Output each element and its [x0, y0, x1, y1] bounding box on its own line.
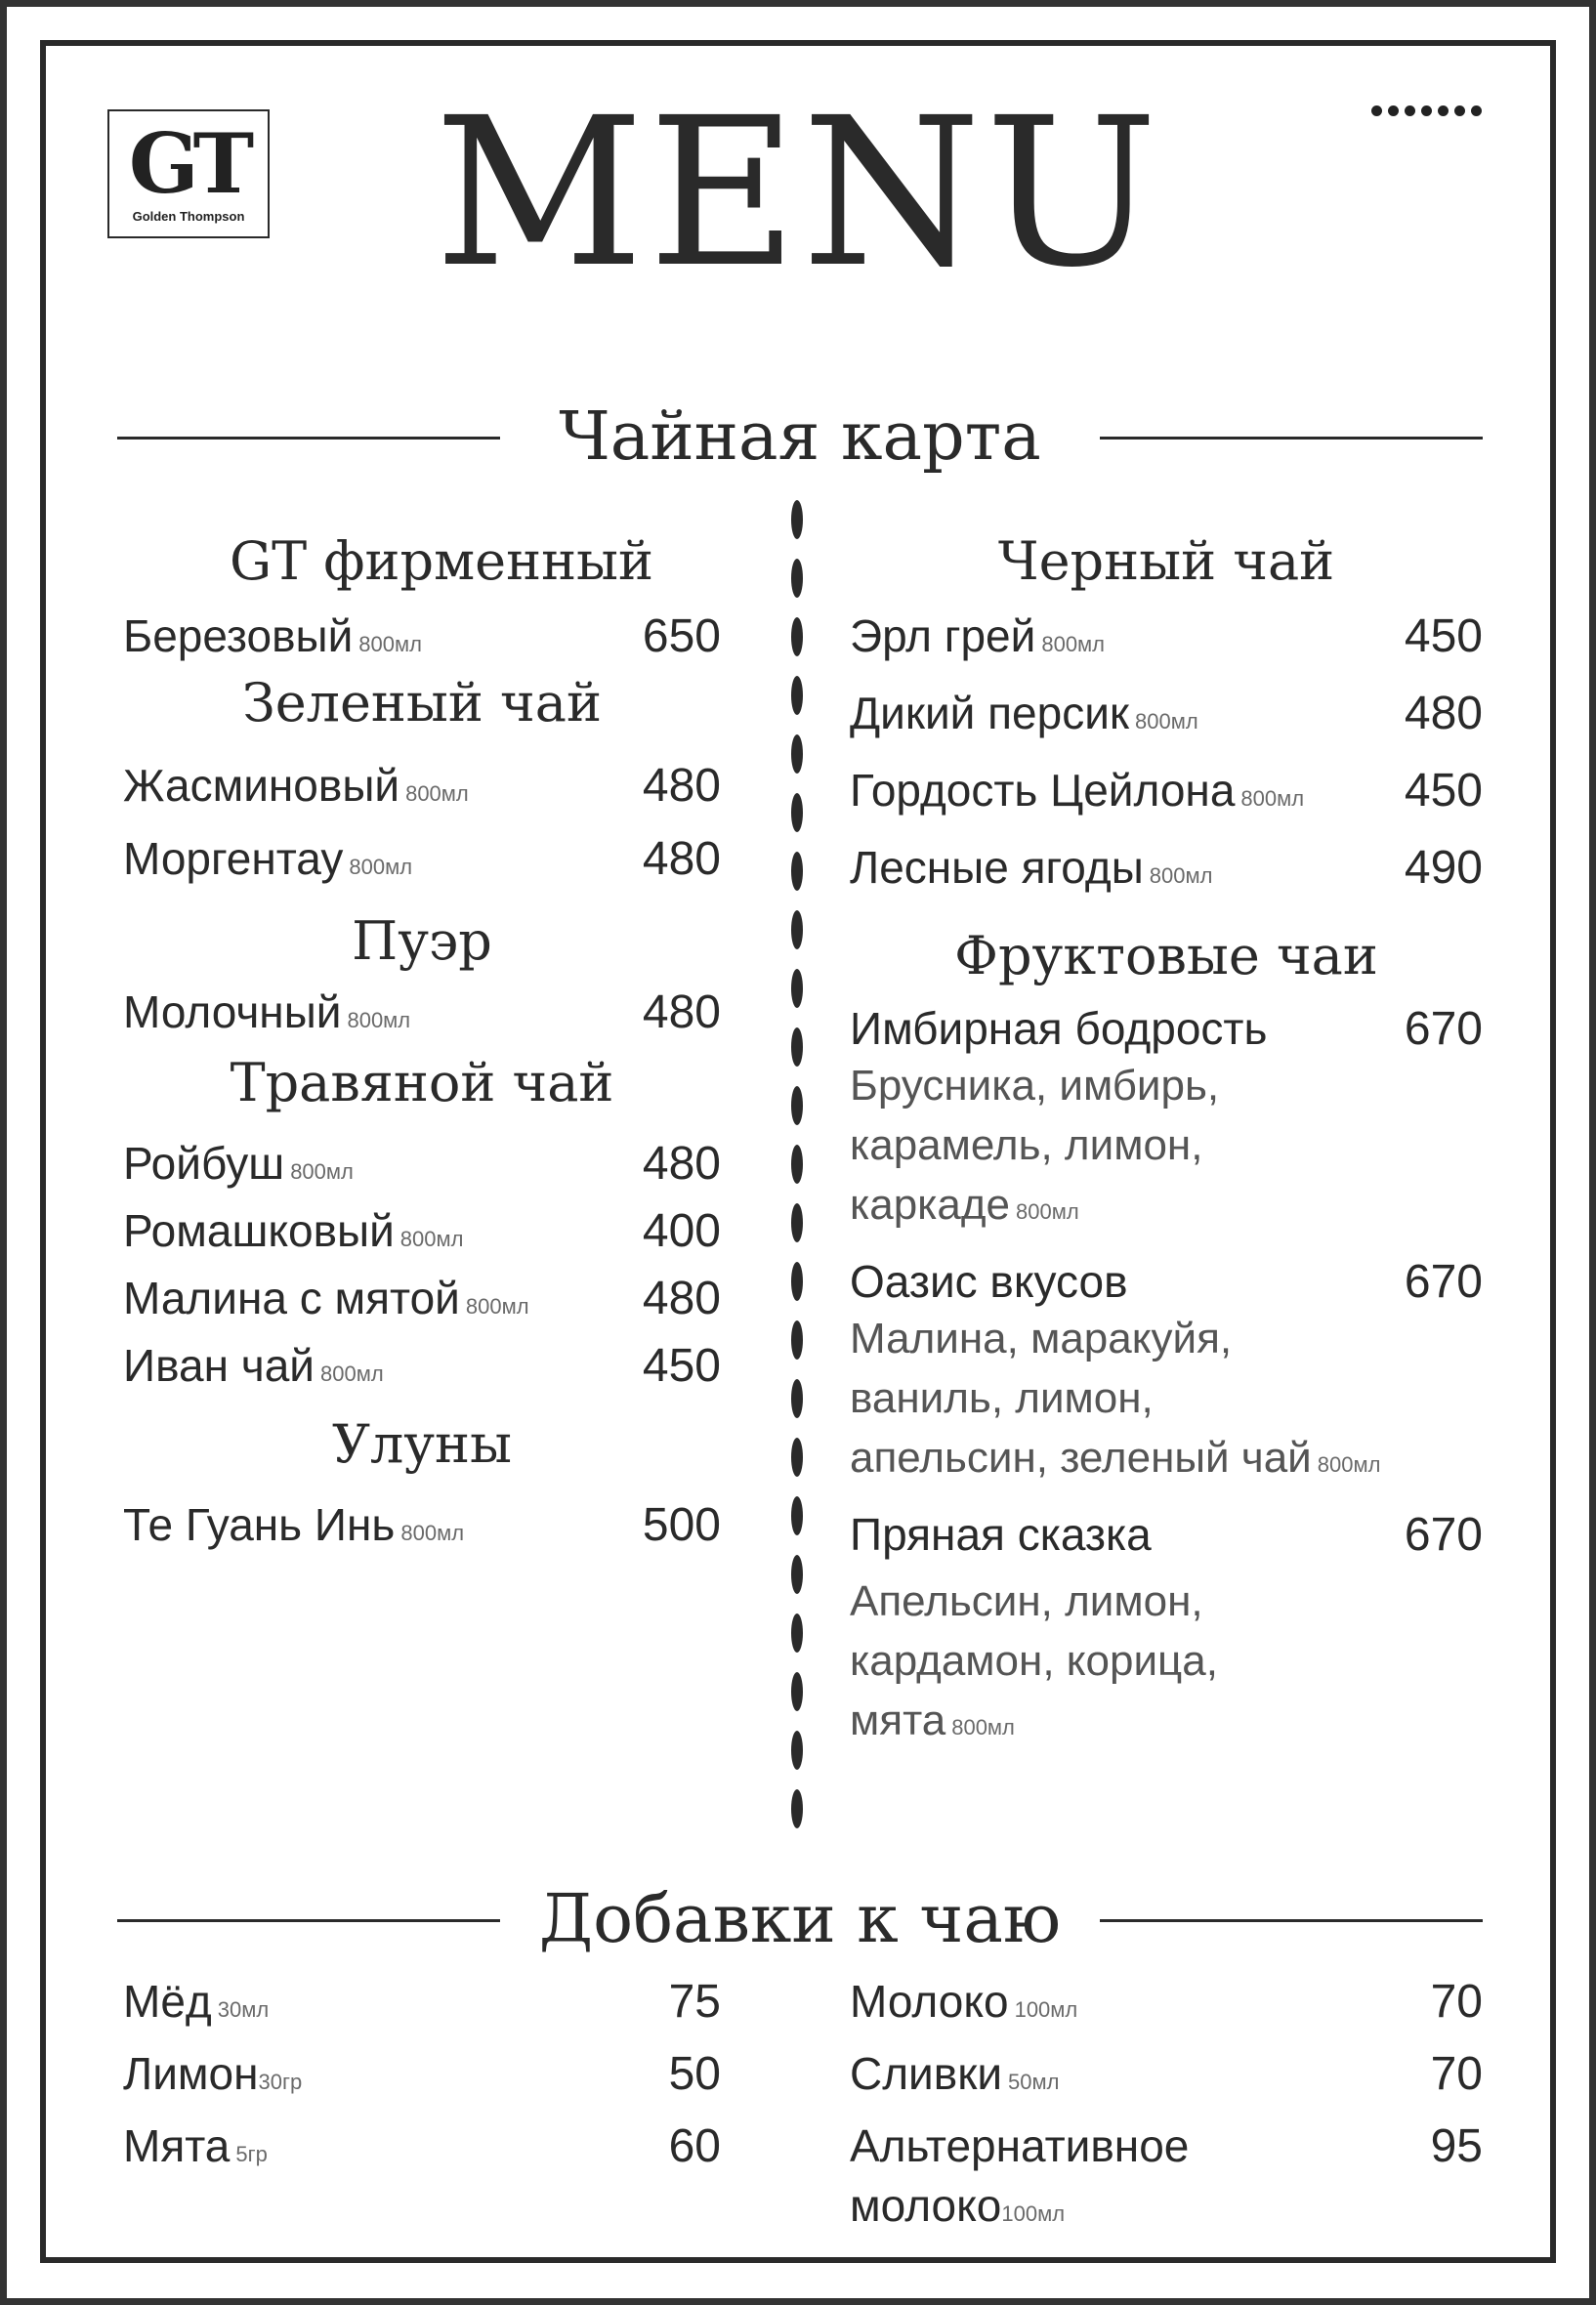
item-volume: 800мл [349, 855, 413, 879]
item-volume: 800мл [1041, 632, 1106, 656]
item-volume: 800мл [405, 781, 469, 806]
item-price: 670 [1404, 1509, 1483, 1561]
item-price: 500 [642, 1499, 721, 1551]
item-name: Гордость Цейлона [850, 765, 1236, 816]
item-price: 480 [1404, 688, 1483, 739]
menu-item [850, 687, 1483, 740]
category-title: Фруктовые чаи [954, 925, 1378, 986]
menu-item [123, 609, 721, 663]
item-volume: 800мл [1317, 1452, 1381, 1477]
menu-item [850, 841, 1483, 895]
item-volume: 100мл [1014, 1997, 1078, 2022]
item-price: 95 [1430, 2120, 1483, 2172]
item-description [850, 1572, 1483, 1757]
item-volume: 800мл [400, 1521, 465, 1545]
item-volume: 30мл [217, 1997, 270, 2022]
item-name: Мята [123, 2120, 231, 2171]
menu-item [850, 1508, 1483, 1562]
item-name: Лесные ягоды [850, 842, 1144, 893]
logo-name: Golden Thompson [132, 209, 245, 224]
item-volume: 800мл [1240, 786, 1305, 811]
item-name: Дикий персик [850, 688, 1130, 738]
category-title: Пуэр [352, 910, 492, 972]
item-volume: 800мл [290, 1159, 354, 1184]
item-name: Молочный [123, 986, 342, 1037]
description-line: Брусника, имбирь, [850, 1062, 1220, 1110]
item-name: Мёд [123, 1976, 212, 2027]
addons-left-column [123, 1975, 721, 2192]
category-title: Черный чай [997, 530, 1335, 592]
menu-item [123, 1137, 721, 1191]
item-price: 70 [1430, 2048, 1483, 2100]
category-title: GT фирменный [229, 530, 654, 592]
item-price: 480 [642, 760, 721, 812]
dots-decoration [1371, 105, 1489, 121]
item-description [850, 1056, 1483, 1241]
item-price: 50 [668, 2048, 721, 2100]
item-price: 75 [668, 1976, 721, 2028]
addon-item [123, 2119, 721, 2192]
header-rule-right [1100, 437, 1483, 440]
description-line: ваниль, лимон, [850, 1374, 1154, 1422]
item-price: 400 [642, 1205, 721, 1257]
item-volume: 50мл [1008, 2070, 1060, 2094]
item-volume: 100мл [1001, 2201, 1066, 2226]
menu-item [123, 1339, 721, 1393]
item-volume: 800мл [320, 1362, 384, 1386]
item-volume: 800мл [465, 1294, 529, 1319]
item-name: Оазис вкусов [850, 1256, 1128, 1307]
item-price: 480 [642, 986, 721, 1038]
item-name: Лимон [123, 2048, 259, 2099]
item-name: Те Гуань Инь [123, 1499, 396, 1550]
menu-item [123, 759, 721, 813]
item-price: 650 [642, 610, 721, 662]
logo [107, 109, 270, 238]
description-line: мята [850, 1697, 946, 1744]
item-price: 450 [642, 1340, 721, 1392]
menu-item [123, 1498, 721, 1552]
description-line: карамель, лимон, [850, 1121, 1203, 1169]
item-price: 490 [1404, 842, 1483, 894]
item-name: Имбирная бодрость [850, 1003, 1268, 1054]
item-name-continued [850, 2173, 1483, 2246]
item-name: Моргентау [123, 833, 344, 884]
item-price: 670 [1404, 1003, 1483, 1055]
menu-title: MENU [434, 73, 1162, 313]
item-price: 450 [1404, 765, 1483, 817]
right-column [850, 529, 1483, 1757]
item-volume: 800мл [1149, 863, 1213, 888]
item-price: 480 [642, 833, 721, 885]
item-price: 70 [1430, 1976, 1483, 2028]
item-name: Альтернативное [850, 2120, 1190, 2171]
item-volume: 30гр [258, 2070, 303, 2094]
item-volume: 5гр [235, 2142, 268, 2166]
item-volume: 800мл [347, 1008, 411, 1032]
item-name: Сливки [850, 2048, 1003, 2099]
menu-item [850, 1002, 1483, 1056]
description-line: кардамон, корица, [850, 1637, 1218, 1685]
menu-item [850, 609, 1483, 663]
item-description [850, 1309, 1483, 1494]
item-name: Жасминовый [123, 760, 400, 811]
column-divider [789, 500, 805, 1828]
item-name: Ромашковый [123, 1205, 395, 1256]
addon-item [850, 2047, 1483, 2119]
menu-item [123, 832, 721, 886]
menu-item [850, 1255, 1483, 1309]
category-title: Травяной чай [230, 1052, 614, 1113]
menu-item [850, 764, 1483, 817]
description-line: Малина, маракуйя, [850, 1315, 1233, 1362]
item-volume: 800мл [399, 1227, 464, 1251]
item-name: Иван чай [123, 1340, 315, 1391]
item-name: Молоко [850, 1976, 1009, 2027]
item-volume: 800мл [1016, 1199, 1079, 1224]
item-price: 480 [642, 1138, 721, 1190]
addon-item [123, 1975, 721, 2047]
addons-right-column [850, 1975, 1483, 2246]
item-name: Пряная сказка [850, 1509, 1152, 1560]
category-title: Зеленый чай [242, 672, 602, 733]
item-price: 450 [1404, 610, 1483, 662]
item-volume: 800мл [1135, 709, 1198, 733]
addons-section-title: Добавки к чаю [538, 1881, 1062, 1958]
description-line: апельсин, зеленый чай [850, 1434, 1312, 1482]
item-name: Эрл грей [850, 610, 1036, 661]
tea-section-title: Чайная карта [559, 398, 1041, 476]
tea-section-header [117, 398, 1483, 477]
description-line: каркаде [850, 1181, 1010, 1229]
item-name: Малина с мятой [123, 1273, 460, 1323]
item-price: 60 [668, 2120, 721, 2172]
header-rule-right [1100, 1919, 1483, 1922]
logo-mark: GT [128, 115, 249, 212]
item-volume: 800мл [951, 1715, 1015, 1739]
addon-item [850, 1975, 1483, 2047]
description-line: Апельсин, лимон, [850, 1577, 1203, 1625]
header-rule-left [117, 1919, 500, 1922]
addon-item [123, 2047, 721, 2119]
menu-item [123, 985, 721, 1039]
item-name: Ройбуш [123, 1138, 285, 1189]
item-price: 480 [642, 1273, 721, 1324]
left-column [123, 529, 721, 1552]
item-volume: 800мл [358, 632, 422, 656]
addon-item [850, 2119, 1483, 2173]
addons-section-header [117, 1881, 1483, 1959]
header-rule-left [117, 437, 500, 440]
item-price: 670 [1404, 1256, 1483, 1308]
item-name: Березовый [123, 610, 354, 661]
menu-item [123, 1272, 721, 1325]
category-title: Улуны [331, 1413, 513, 1475]
menu-item [123, 1204, 721, 1258]
item-name-line2: молоко [850, 2180, 1002, 2231]
